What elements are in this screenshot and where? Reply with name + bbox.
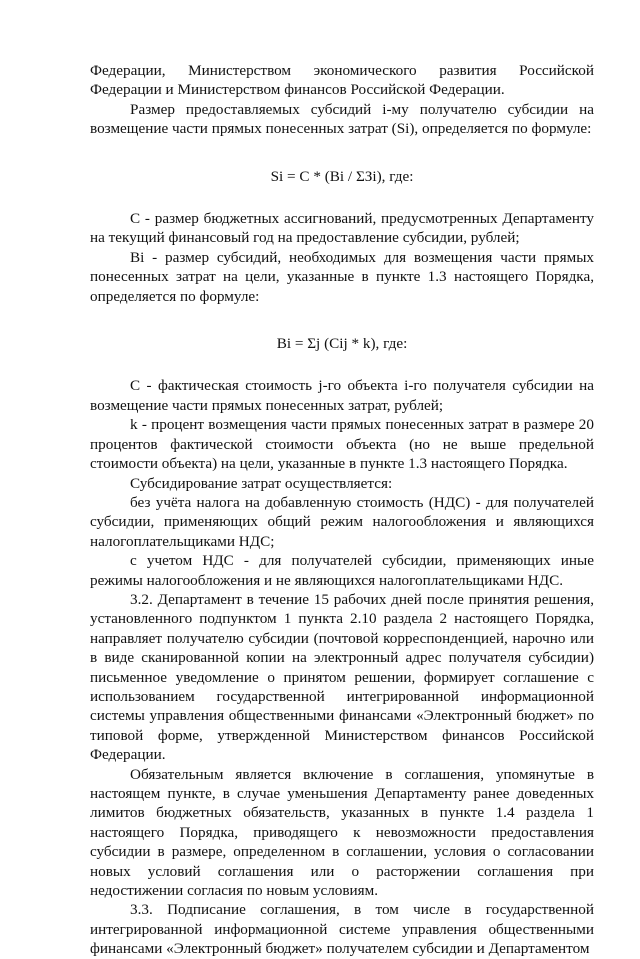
paragraph-c-actual-cost: C - фактическая стоимость j-го объекта i-го получателя субсидии на возмещение части прямых понесенных затрат, рублей; [90, 377, 594, 414]
document-body [90, 61, 594, 959]
paragraph-c-definition: C - размер бюджетных ассигнований, предусмотренных Департаменту на текущий финансовый год на предоставление субсидии, рублей; [90, 210, 594, 247]
paragraph-mandatory: Обязательным является включение в соглашения, упомянутые в настоящем пункте, в случае уменьшения Департаменту ранее доведенных лимитов бюджетных обязательств, указанных в пункте 1.4 раздела 1 настоящего Порядка, приводящего к невозможности предоставления субсидии в размере, определенном в соглашении, условия о согласовании новых условий соглашения или о расторжении соглашения при недостижении согласия по новым условиям. [90, 765, 594, 900]
paragraph-3-3: 3.3. Подписание соглашения, в том числе в государственной интегрированной информационной системе управления общественными финансами «Электронный бюджет» получателем субсидии и Департаментом [90, 901, 594, 958]
paragraph-k-percent: k - процент возмещения части прямых понесенных затрат в размере 20 процентов фактической стоимости объекта (но не выше предельной стоимости объекта) на цели, указанные в пункте 1.3 настоящего Порядка. [90, 416, 594, 473]
paragraph-3-2: 3.2. Департамент в течение 15 рабочих дней после принятия решения, установленного подпунктом 1 пункта 2.10 раздела 2 настоящего Порядка, направляет получателю субсидии (почтовой корреспонденцией, нарочно или в виде сканированной копии на электронный адрес получателя субсидии) письменное уведомление о принятом решении, формирует соглашение с использованием государственной интегрированной информационной системы управления общественными финансами «Электронный бюджет» по типовой форме, утвержденной Министерством финансов Российской Федерации. [90, 590, 594, 764]
paragraph-subsidizing: Субсидирование затрат осуществляется: [130, 474, 393, 492]
paragraph-subsidy-size: Размер предоставляемых субсидий i-му получателю субсидии на возмещение части прямых понесенных затрат (Si), определяется по формуле: [90, 100, 594, 138]
paragraph-continuation: Федерации, Министерством экономического развития Российской Федерации и Министерством финансов Российской Федерации. [90, 62, 594, 99]
paragraph-without-vat: без учёта налога на добавленную стоимость (НДС) - для получателей субсидии, применяющих общий режим налогообложения и являющихся налогоплательщиками НДС; [90, 493, 594, 550]
paragraph-with-vat: с учетом НДС - для получателей субсидии, применяющих иные режимы налогообложения и не являющихся налогоплательщиками НДС. [90, 552, 594, 589]
formula-si: Si = C * (Bi / ΣЗi), где: [270, 167, 414, 185]
formula-bi: Bi = Σj (Cij * k), где: [276, 335, 408, 353]
paragraph-bi-definition: Bi - размер субсидий, необходимых для возмещения части прямых понесенных затрат на цели, указанные в пункте 1.3 настоящего Порядка, определяется по формуле: [90, 248, 594, 305]
